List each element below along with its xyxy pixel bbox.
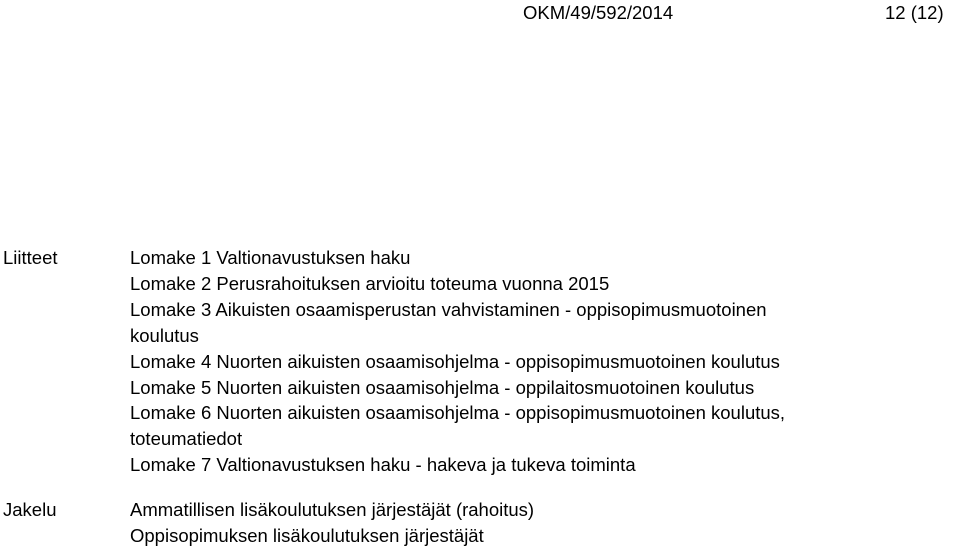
liitteet-line: Lomake 4 Nuorten aikuisten osaamisohjelma - oppisopimusmuotoinen koulutus: [130, 350, 780, 372]
liitteet-line: toteumatiedot: [130, 428, 243, 450]
liitteet-line: koulutus: [130, 324, 199, 346]
liitteet-line: Lomake 1 Valtionavustuksen haku: [130, 247, 411, 268]
jakelu-line: Ammatillisen lisäkoulutuksen järjestäjät (rahoitus): [130, 499, 535, 520]
page-number: 12 (12): [885, 2, 944, 23]
liitteet-label: Liitteet: [3, 247, 58, 268]
liitteet-line: Lomake 3 Aikuisten osaamisperustan vahvistaminen - oppisopimusmuotoinen: [130, 298, 767, 320]
liitteet-line: Lomake 5 Nuorten aikuisten osaamisohjelma - oppilaitosmuotoinen koulutus: [130, 376, 755, 398]
jakelu-label: Jakelu: [3, 499, 57, 520]
liitteet-list: [130, 245, 785, 478]
jakelu-list: [130, 497, 534, 549]
document-id: OKM/49/592/2014: [523, 2, 674, 23]
liitteet-line: Lomake 7 Valtionavustuksen haku - hakeva ja tukeva toiminta: [130, 454, 636, 476]
liitteet-line: Lomake 2 Perusrahoituksen arvioitu toteuma vuonna 2015: [130, 272, 610, 294]
liitteet-line: Lomake 6 Nuorten aikuisten osaamisohjelma - oppisopimusmuotoinen koulutus,: [130, 402, 786, 424]
jakelu-line: Oppisopimuksen lisäkoulutuksen järjestäjät: [130, 524, 484, 546]
